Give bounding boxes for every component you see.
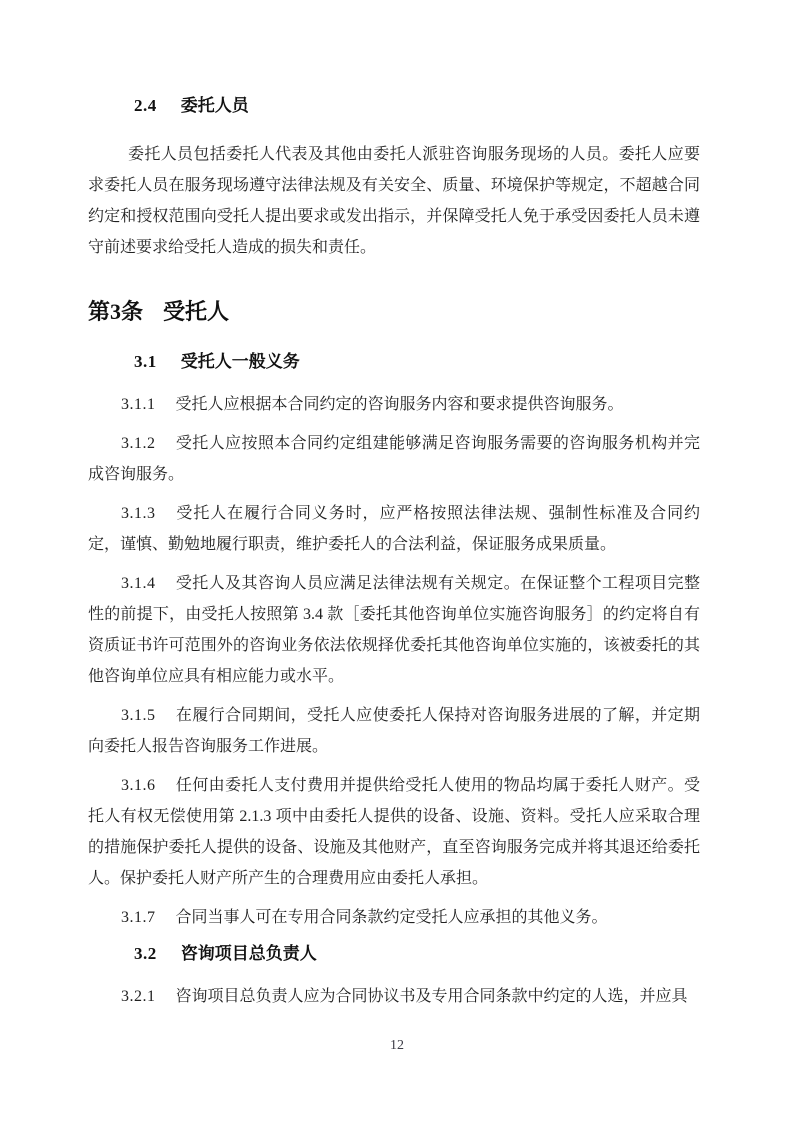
clause-3-1-4 bbox=[88, 568, 700, 692]
clause-text: 咨询项目总负责人应为合同协议书及专用合同条款中约定的人选，并应具 bbox=[175, 988, 688, 1005]
clause-text: 受托人应根据本合同约定的咨询服务内容和要求提供咨询服务。 bbox=[175, 396, 624, 413]
paragraph-2-4-body: 委托人员包括委托人代表及其他由委托人派驻咨询服务现场的人员。委托人应要求委托人员在服务现场遵守法律法规及有关安全、质量、环境保护等规定，不超越合同约定和授权范围向受托人提出要求或发出指示，并保障受托人免于承受因委托人员未遵守前述要求给受托人造成的损失和责任。 bbox=[88, 146, 700, 256]
section-number: 3.1 bbox=[134, 352, 157, 371]
chapter-heading-3 bbox=[88, 299, 700, 325]
clause-number: 3.1.6 bbox=[121, 777, 156, 794]
document-content bbox=[88, 95, 700, 1020]
clause-text: 在履行合同期间，受托人应使委托人保持对咨询服务进展的了解，并定期向委托人报告咨询服务工作进展。 bbox=[88, 707, 700, 755]
section-number: 3.2 bbox=[134, 944, 157, 963]
clause-3-1-3 bbox=[88, 498, 700, 560]
section-heading-3-1 bbox=[134, 351, 700, 373]
clause-number: 3.1.7 bbox=[121, 909, 156, 926]
clause-number: 3.1.4 bbox=[121, 575, 156, 592]
section-title: 委托人员 bbox=[180, 96, 249, 115]
clause-3-1-1 bbox=[88, 389, 700, 420]
clause-number: 3.1.3 bbox=[121, 505, 156, 522]
clause-text: 受托人在履行合同义务时，应严格按照法律法规、强制性标准及合同约定，谨慎、勤勉地履行职责，维护委托人的合法利益，保证服务成果质量。 bbox=[88, 505, 700, 553]
clause-3-1-7 bbox=[88, 902, 700, 933]
clause-3-1-5 bbox=[88, 700, 700, 762]
section-title: 受托人一般义务 bbox=[180, 352, 300, 371]
section-heading-3-2 bbox=[134, 943, 700, 965]
section-number: 2.4 bbox=[134, 96, 157, 115]
page-number: 12 bbox=[390, 1038, 404, 1053]
chapter-number: 第3条 bbox=[88, 299, 144, 324]
clause-3-1-6 bbox=[88, 770, 700, 894]
clause-3-2-1 bbox=[88, 981, 700, 1012]
clause-text: 合同当事人可在专用合同条款约定受托人应承担的其他义务。 bbox=[175, 909, 608, 926]
section-heading-2-4 bbox=[134, 95, 700, 117]
clause-number: 3.1.5 bbox=[121, 707, 156, 724]
clause-text: 任何由委托人支付费用并提供给受托人使用的物品均属于委托人财产。受托人有权无偿使用第 2.1.3 项中由委托人提供的设备、设施、资料。受托人应采取合理的措施保护委托人提供的设备、设施及其他财产，直至咨询服务完成并将其退还给委托人。保护委托人财产所产生的合理费用应由委托人承担。 bbox=[88, 777, 700, 887]
clause-3-1-2 bbox=[88, 428, 700, 490]
clause-number: 3.1.1 bbox=[121, 396, 156, 413]
clause-text: 受托人及其咨询人员应满足法律法规有关规定。在保证整个工程项目完整性的前提下，由受托人按照第 3.4 款［委托其他咨询单位实施咨询服务］的约定将自有资质证书许可范围外的咨询业务依法依规择优委托其他咨询单位实施的，该被委托的其他咨询单位应具有相应能力或水平。 bbox=[88, 575, 700, 685]
chapter-title: 受托人 bbox=[163, 299, 230, 324]
clause-number: 3.1.2 bbox=[121, 435, 156, 452]
clause-text: 受托人应按照本合同约定组建能够满足咨询服务需要的咨询服务机构并完成咨询服务。 bbox=[88, 435, 700, 483]
section-title: 咨询项目总负责人 bbox=[180, 944, 317, 963]
clause-number: 3.2.1 bbox=[121, 988, 156, 1005]
